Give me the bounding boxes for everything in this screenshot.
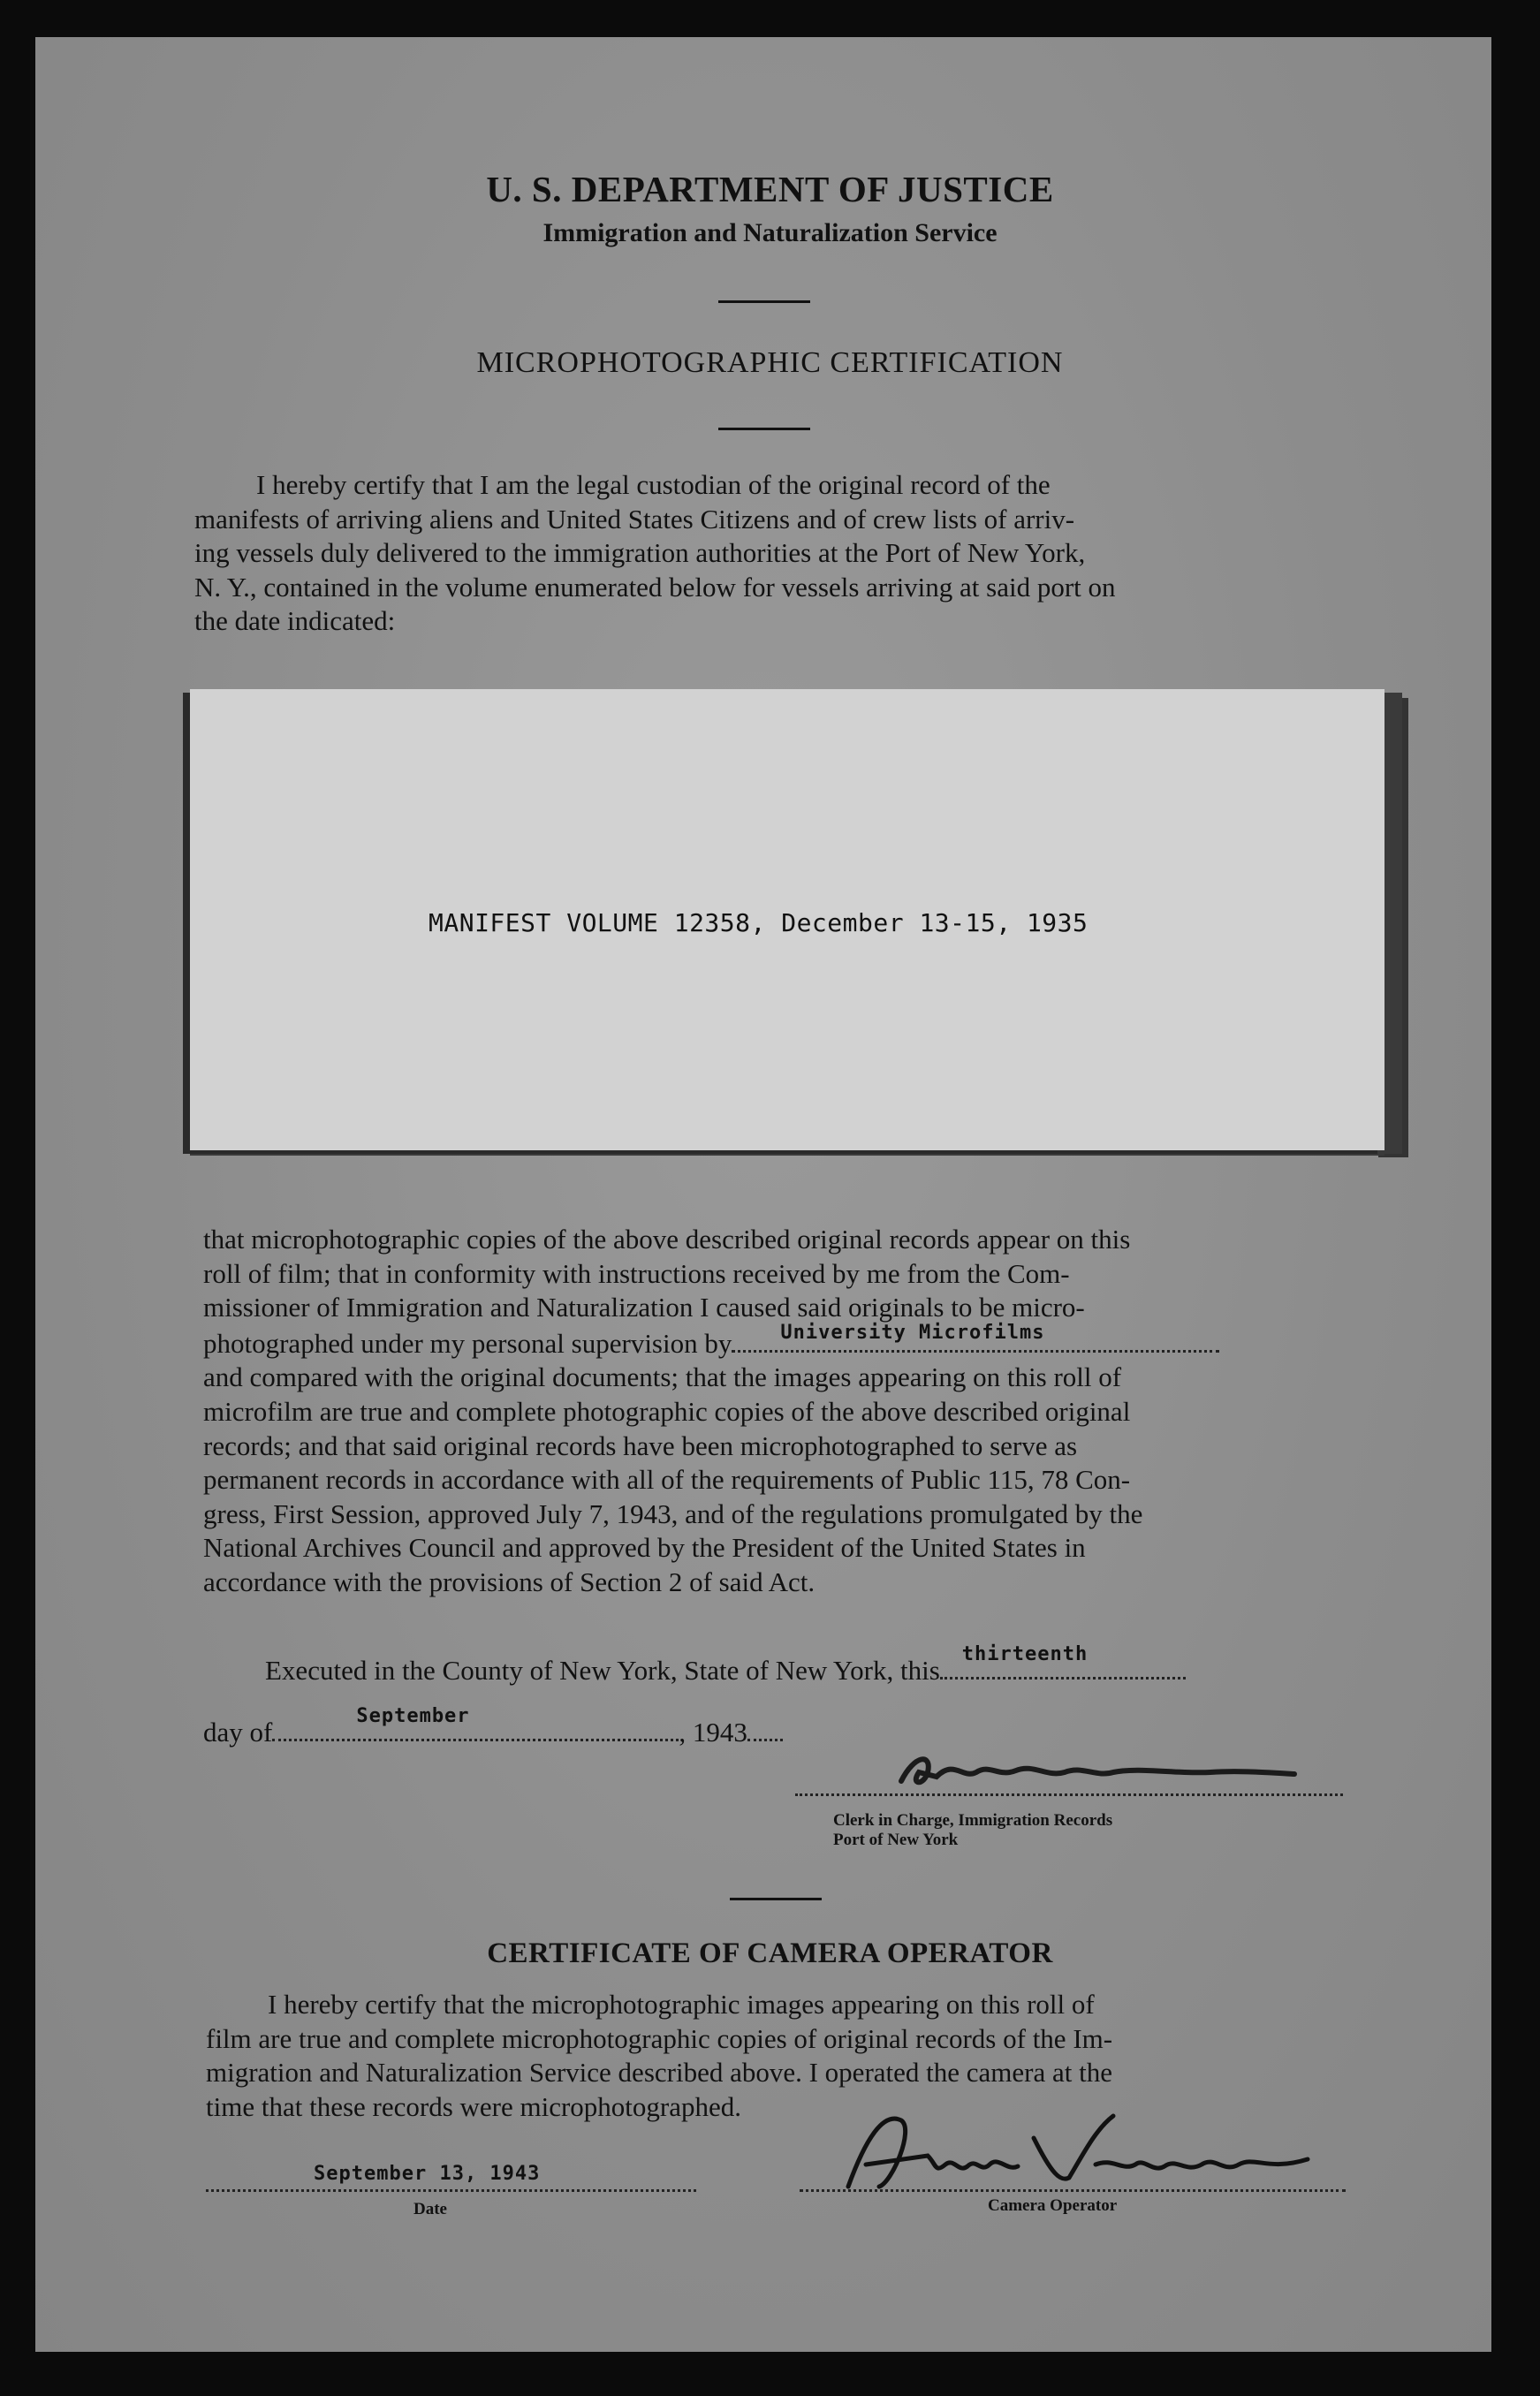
day-value: thirteenth <box>961 1643 1089 1665</box>
camera-line: I hereby certify that the microphotographic images appearing on this roll of <box>268 1989 1095 2020</box>
supervision-prefix: photographed under my personal supervision by <box>203 1327 732 1359</box>
intro-line: manifests of arriving aliens and United States Citizens and of crew lists of arriv- <box>194 503 1075 535</box>
camera-line: film are true and complete microphotographic copies of original records of the Im- <box>206 2022 1113 2054</box>
date-value: September 13, 1943 <box>314 2163 541 2185</box>
volume-card <box>190 689 1384 1150</box>
camera-operator-signature <box>831 2103 1325 2200</box>
title-divider <box>718 428 810 430</box>
camera-line: migration and Naturalization Service described above. I operated the camera at the <box>206 2057 1112 2089</box>
day-field <box>940 1643 1186 1679</box>
body-line: National Archives Council and approved by the President of the United States in <box>203 1532 1086 1564</box>
camera-divider <box>730 1898 822 1900</box>
body-line: missioner of Immigration and Naturalization I caused said originals to be micro- <box>203 1292 1085 1323</box>
body-line: records; and that said original records have been microphotographed to serve as <box>203 1429 1078 1461</box>
intro-line: the date indicated: <box>194 605 396 637</box>
clerk-title-line2: Port of New York <box>833 1831 959 1849</box>
date-label: Date <box>413 2200 447 2218</box>
camera-operator-label: Camera Operator <box>988 2196 1118 2215</box>
supervision-value: University Microfilms <box>780 1321 1045 1344</box>
supervision-line <box>203 1321 1343 1361</box>
service-subtitle: Immigration and Naturalization Service <box>542 218 998 247</box>
body-line: roll of film; that in conformity with instructions received by me from the Com- <box>203 1257 1070 1289</box>
year-text: , 1943 <box>679 1717 747 1748</box>
body-line: that microphotographic copies of the above described original records appear on this <box>203 1224 1131 1255</box>
executed-line <box>265 1643 1186 1687</box>
month-field <box>272 1705 679 1741</box>
supervision-field <box>732 1321 1219 1353</box>
year-trailing-dots <box>747 1716 783 1741</box>
agency-title: U. S. DEPARTMENT OF JUSTICE <box>486 169 1054 209</box>
clerk-signature <box>892 1746 1308 1799</box>
intro-line: I hereby certify that I am the legal custodian of the original record of the <box>256 469 1051 500</box>
body-line: microfilm are true and complete photographic copies of the above described original <box>203 1395 1131 1427</box>
body-line: permanent records in accordance with all of the requirements of Public 115, 78 Con- <box>203 1464 1131 1496</box>
executed-prefix: Executed in the County of New York, State of New York, this <box>265 1655 940 1686</box>
camera-heading: CERTIFICATE OF CAMERA OPERATOR <box>487 1937 1053 1969</box>
day-of-label: day of <box>203 1717 273 1748</box>
body-paragraph <box>203 1223 1343 1600</box>
manifest-volume-text: MANIFEST VOLUME 12358, December 13-15, 1935 <box>429 908 1089 937</box>
day-of-line <box>203 1705 783 1748</box>
clerk-title-line1: Clerk in Charge, Immigration Records <box>833 1811 1113 1830</box>
body-line: accordance with the provisions of Section 2 of said Act. <box>203 1566 816 1597</box>
intro-paragraph <box>194 468 1339 639</box>
intro-line: N. Y., contained in the volume enumerated below for vessels arriving at said port on <box>194 571 1116 603</box>
body-line: gress, First Session, approved July 7, 1943, and of the regulations promulgated by the <box>203 1498 1143 1529</box>
body-line: and compared with the original documents; that the images appearing on this roll of <box>203 1361 1122 1393</box>
header-divider <box>718 300 810 303</box>
month-value: September <box>356 1705 470 1727</box>
clerk-title <box>833 1811 1112 1850</box>
certification-title: MICROPHOTOGRAPHIC CERTIFICATION <box>476 346 1064 379</box>
intro-line: ing vessels duly delivered to the immigration authorities at the Port of New York, <box>194 537 1086 569</box>
camera-line: time that these records were microphotographed. <box>206 2090 741 2122</box>
